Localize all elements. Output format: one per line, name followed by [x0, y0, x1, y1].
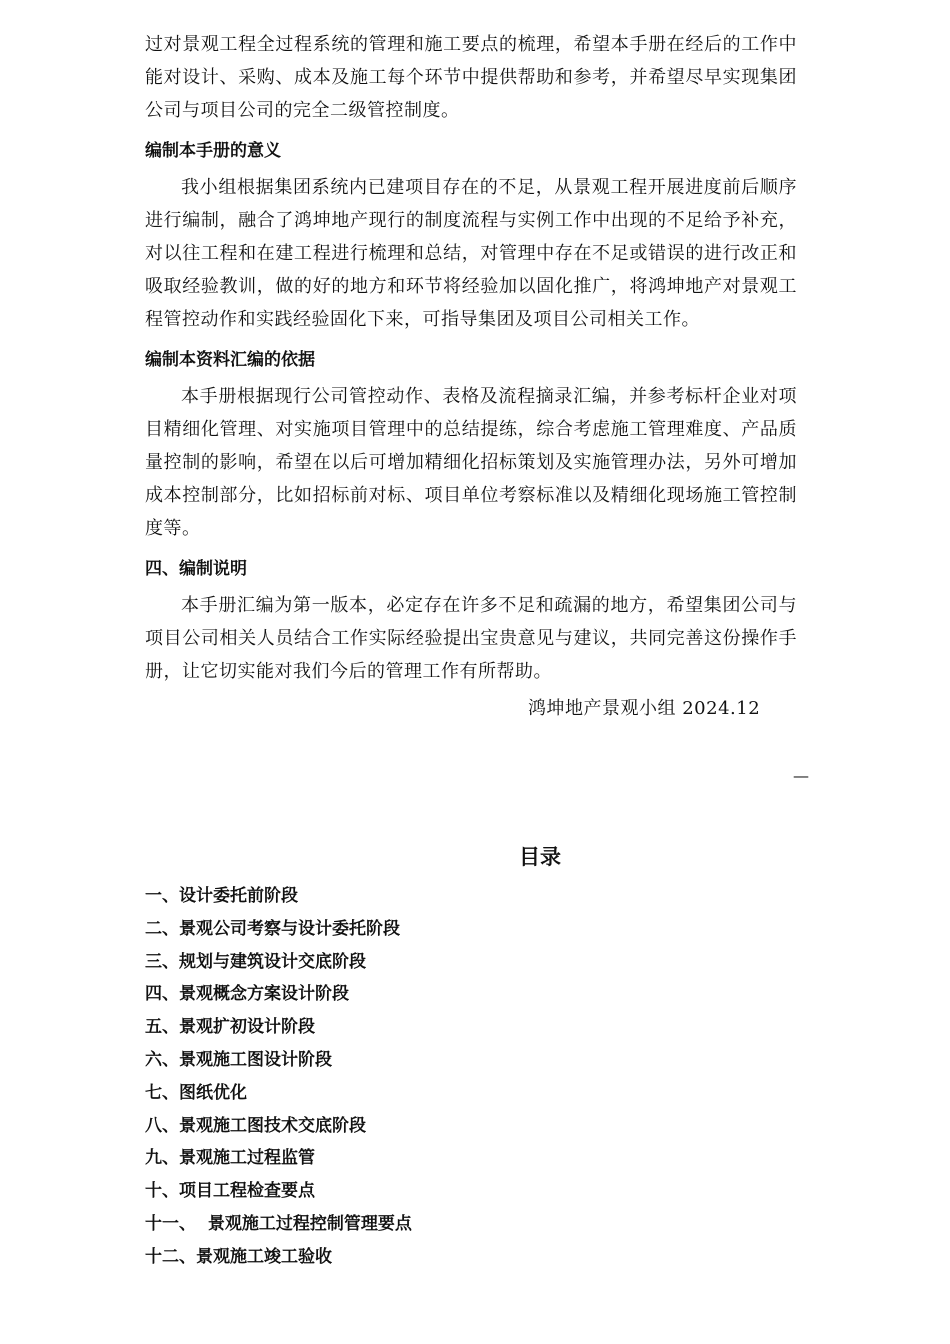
toc-item[interactable]: 一、设计委托前阶段	[145, 886, 298, 906]
signature-line: 鸿坤地产景观小组 2024.12	[528, 698, 761, 719]
section-paragraph-notes: 本手册汇编为第一版本，必定存在许多不足和疏漏的地方，希望集团公司与项目公司相关人员结合工作实际经验提出宝贵意见与建议，共同完善这份操作手册，让它切实能对我们今后的管理工作有所帮助。	[145, 595, 797, 682]
intro-paragraph: 过对景观工程全过程系统的管理和施工要点的梳理，希望本手册在经后的工作中能对设计、采购、成本及施工每个环节中提供帮助和参考，并希望尽早实现集团公司与项目公司的完全二级管控制度。	[145, 34, 797, 121]
section-heading-basis: 编制本资料汇编的依据	[145, 350, 315, 370]
page-mark: —	[793, 766, 809, 785]
toc-item[interactable]: 九、景观施工过程监管	[145, 1148, 315, 1169]
toc-item[interactable]: 三、规划与建筑设计交底阶段	[145, 951, 366, 972]
toc-item[interactable]: 七、图纸优化	[145, 1082, 247, 1103]
toc-item[interactable]: 五、景观扩初设计阶段	[145, 1017, 315, 1038]
section-paragraph-significance: 我小组根据集团系统内已建项目存在的不足，从景观工程开展进度前后顺序进行编制，融合了鸿坤地产现行的制度流程与实例工作中出现的不足给予补充，对以往工程和在建工程进行梳理和总结，对管理中存在不足或错误的进行改正和吸取经验教训，做的好的地方和环节将经验加以固化推广，将鸿坤地产对景观工程管控动作和实践经验固化下来，可指导集团及项目公司相关工作。	[145, 177, 797, 330]
toc-title: 目录	[519, 845, 561, 869]
document-body	[145, 28, 797, 724]
toc-item[interactable]: 十一、 景观施工过程控制管理要点	[145, 1213, 412, 1234]
section-heading-significance: 编制本手册的意义	[145, 141, 281, 161]
toc-item[interactable]: 十二、景观施工竣工验收	[145, 1246, 332, 1267]
toc-item[interactable]: 四、景观概念方案设计阶段	[145, 984, 349, 1005]
toc-item[interactable]: 十、项目工程检查要点	[145, 1181, 315, 1202]
table-of-contents	[145, 880, 412, 1274]
toc-item[interactable]: 八、景观施工图技术交底阶段	[145, 1115, 366, 1136]
section-paragraph-basis: 本手册根据现行公司管控动作、表格及流程摘录汇编，并参考标杆企业对项目精细化管理、对实施项目管理中的总结提练，综合考虑施工管理难度、产品质量控制的影响，希望在以后可增加精细化招标策划及实施管理办法，另外可增加成本控制部分，比如招标前对标、项目单位考察标准以及精细化现场施工管控制度等。	[145, 386, 797, 539]
toc-item[interactable]: 二、景观公司考察与设计委托阶段	[145, 918, 400, 939]
section-heading-notes: 四、编制说明	[145, 559, 247, 579]
toc-item[interactable]: 六、景观施工图设计阶段	[145, 1049, 332, 1070]
